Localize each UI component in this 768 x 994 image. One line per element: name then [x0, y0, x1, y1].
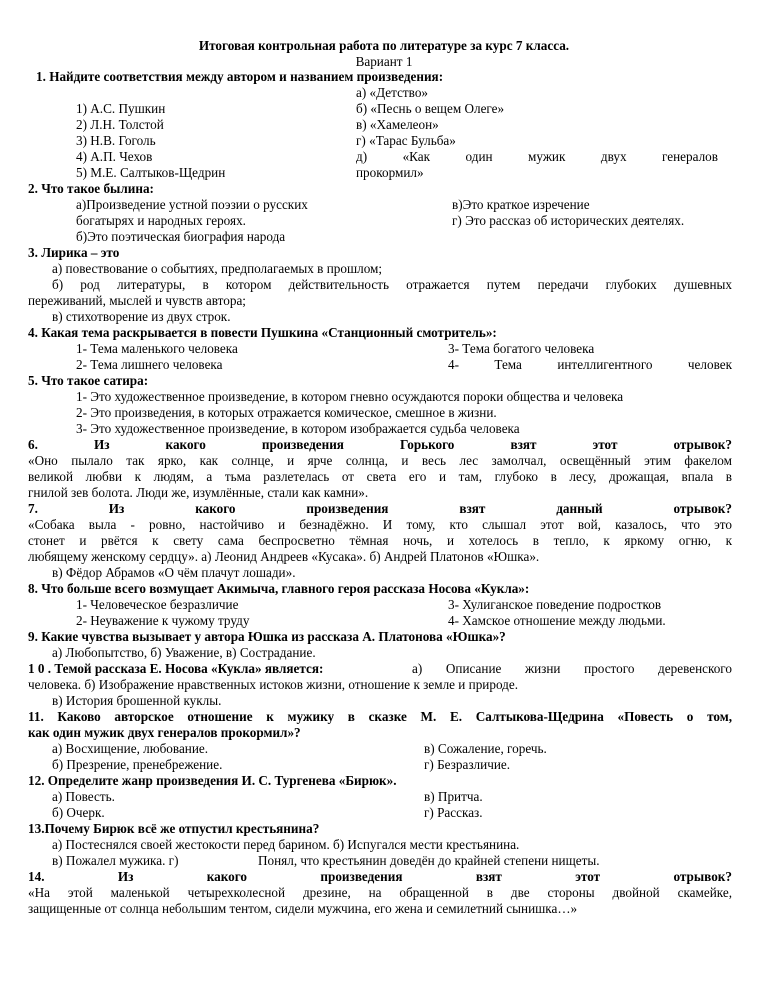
q2-answer-b: б)Это поэтическая биография народа — [76, 229, 286, 244]
q5-option-3: 3- Это художественное произведение, в котором изображается судьба человека — [76, 421, 520, 436]
q1-work-e: д) «Как один мужик двух генералов — [356, 149, 718, 164]
q1-work-d: г) «Тарас Бульба» — [356, 133, 456, 148]
q12-answer-b: б) Очерк. — [52, 805, 105, 820]
q7-answers-a-b: любящему женскому сердцу». а) Леонид Андреев «Кусака». б) Андрей Платонов «Юшка». — [28, 549, 540, 564]
q6-excerpt-line-2: великой любви к людям, а тьма разлетелась от света его и там, глубоко в лесу, дрожащая, впала в — [28, 469, 732, 484]
question-3: 3. Лирика – это — [28, 245, 120, 260]
q3-answer-a: а) повествование о событиях, предполагаемых в прошлом; — [52, 261, 383, 276]
q10-answer-c: в) История брошенной куклы. — [52, 693, 222, 708]
q6-excerpt-line-3: гнилой зев болота. Люди же, изумлённые, стали как камни». — [28, 485, 369, 500]
q2-answer-a: а)Произведение устной поэзии о русских — [76, 197, 308, 212]
q4-option-4: 4- Тема интеллигентного человек — [448, 357, 732, 372]
q8-option-4: 4- Хамское отношение между людьми. — [448, 613, 666, 628]
q11-answer-d: г) Безразличие. — [424, 757, 511, 772]
q8-option-3: 3- Хулиганское поведение подростков — [448, 597, 662, 612]
q2-answer-c: в)Это краткое изречение — [452, 197, 590, 212]
variant-label: Вариант 1 — [355, 54, 413, 69]
q1-work-a: а) «Детство» — [356, 85, 429, 100]
q1-work-b: б) «Песнь о вещем Олеге» — [356, 101, 505, 116]
q11-answer-c: в) Сожаление, горечь. — [424, 741, 547, 756]
q1-author-4: 4) А.П. Чехов — [76, 149, 153, 164]
q14-excerpt-line-1: «На этой маленькой четырехколесной дрезине, на обращенной в две стороны двойной скамейке, — [28, 885, 732, 900]
q12-answer-c: в) Притча. — [424, 789, 483, 804]
q12-answer-a: а) Повесть. — [52, 789, 115, 804]
q13-answers-a-b: а) Постеснялся своей жестокости перед барином. б) Испугался мести крестьянина. — [52, 837, 520, 852]
q13-answer-d: Понял, что крестьянин доведён до крайней степени нищеты. — [258, 853, 600, 868]
q13-answer-c: в) Пожалел мужика. г) — [52, 853, 179, 868]
q11-answer-a: а) Восхищение, любование. — [52, 741, 209, 756]
q12-answer-d: г) Рассказ. — [424, 805, 483, 820]
q1-author-2: 2) Л.Н. Толстой — [76, 117, 164, 132]
q1-author-5: 5) М.Е. Салтыков-Щедрин — [76, 165, 226, 180]
q3-answer-b: б) род литературы, в котором действительность отражается путем передачи глубоких душевных — [52, 277, 732, 292]
q4-option-3: 3- Тема богатого человека — [448, 341, 595, 356]
q8-option-2: 2- Неуважение к чужому труду — [76, 613, 250, 628]
q3-answer-c: в) стихотворение из двух строк. — [52, 309, 231, 324]
question-9: 9. Какие чувства вызывает у автора Юшка из рассказа А. Платонова «Юшка»? — [28, 629, 506, 644]
q4-option-1: 1- Тема маленького человека — [76, 341, 238, 356]
q11-answer-b: б) Презрение, пренебрежение. — [52, 757, 223, 772]
question-12: 12. Определите жанр произведения И. С. Тургенева «Бирюк». — [28, 773, 397, 788]
q2-answer-d: г) Это рассказ об исторических деятелях. — [452, 213, 685, 228]
question-13: 13.Почему Бирюк всё же отпустил крестьянина? — [28, 821, 320, 836]
question-1: 1. Найдите соответствия между автором и названием произведения: — [36, 69, 444, 84]
question-10: 1 0 . Темой рассказа Е. Носова «Кукла» является: — [28, 661, 324, 676]
question-7: 7. Из какого произведения взят данный отрывок? — [28, 501, 732, 516]
question-5: 5. Что такое сатира: — [28, 373, 149, 388]
q10-answer-a: а) Описание жизни простого деревенского — [412, 661, 732, 676]
question-14: 14. Из какого произведения взят этот отрывок? — [28, 869, 732, 884]
question-6: 6. Из какого произведения Горького взят этот отрывок? — [28, 437, 732, 452]
q5-option-1: 1- Это художественное произведение, в котором гневно осуждаются пороки общества и человека — [76, 389, 624, 404]
q5-option-2: 2- Это произведения, в которых отражается комическое, смешное в жизни. — [76, 405, 497, 420]
q4-option-2: 2- Тема лишнего человека — [76, 357, 223, 372]
q14-excerpt-line-2: защищенные от солнца небольшим тентом, сидели мужчина, его жена и семилетний сынишка…» — [28, 901, 578, 916]
q9-answers: а) Любопытство, б) Уважение, в) Сострадание. — [52, 645, 316, 660]
q7-excerpt-line-1: «Собака выла - ровно, настойчиво и безнадёжно. И тому, кто слышал этот вой, казалось, что это — [28, 517, 732, 532]
question-2: 2. Что такое былина: — [28, 181, 154, 196]
q3-answer-b-cont: переживаний, мыслей и чувств автора; — [28, 293, 246, 308]
q1-work-e-cont: прокормил» — [356, 165, 424, 180]
question-8: 8. Что больше всего возмущает Акимыча, главного героя рассказа Носова «Кукла»: — [28, 581, 530, 596]
q1-work-c: в) «Хамелеон» — [356, 117, 439, 132]
q8-option-1: 1- Человеческое безразличие — [76, 597, 239, 612]
q1-author-3: 3) Н.В. Гоголь — [76, 133, 156, 148]
q6-excerpt-line-1: «Оно пылало так ярко, как солнце, и ярче солнца, и весь лес замолчал, освещённый этим факелом — [28, 453, 732, 468]
page-title: Итоговая контрольная работа по литературе за курс 7 класса. — [198, 38, 570, 53]
q1-author-1: 1) А.С. Пушкин — [76, 101, 166, 116]
question-4: 4. Какая тема раскрывается в повести Пушкина «Станционный смотритель»: — [28, 325, 497, 340]
q7-excerpt-line-2: стонет и рвётся к свету сама беспросветно тёмная ночь, и хотелось в тепло, к яркому огню, к — [28, 533, 732, 548]
q10-answer-b: человека. б) Изображение нравственных истоков жизни, отношение к земле и природе. — [28, 677, 519, 692]
q7-answer-c: в) Фёдор Абрамов «О чём плачут лошади». — [52, 565, 296, 580]
question-11-cont: как один мужик двух генералов прокормил»? — [28, 725, 301, 740]
question-11: 11. Каково авторское отношение к мужику в сказке М. Е. Салтыкова-Щедрина «Повесть о том, — [28, 709, 732, 724]
q2-answer-a-cont: богатырях и народных героях. — [76, 213, 246, 228]
